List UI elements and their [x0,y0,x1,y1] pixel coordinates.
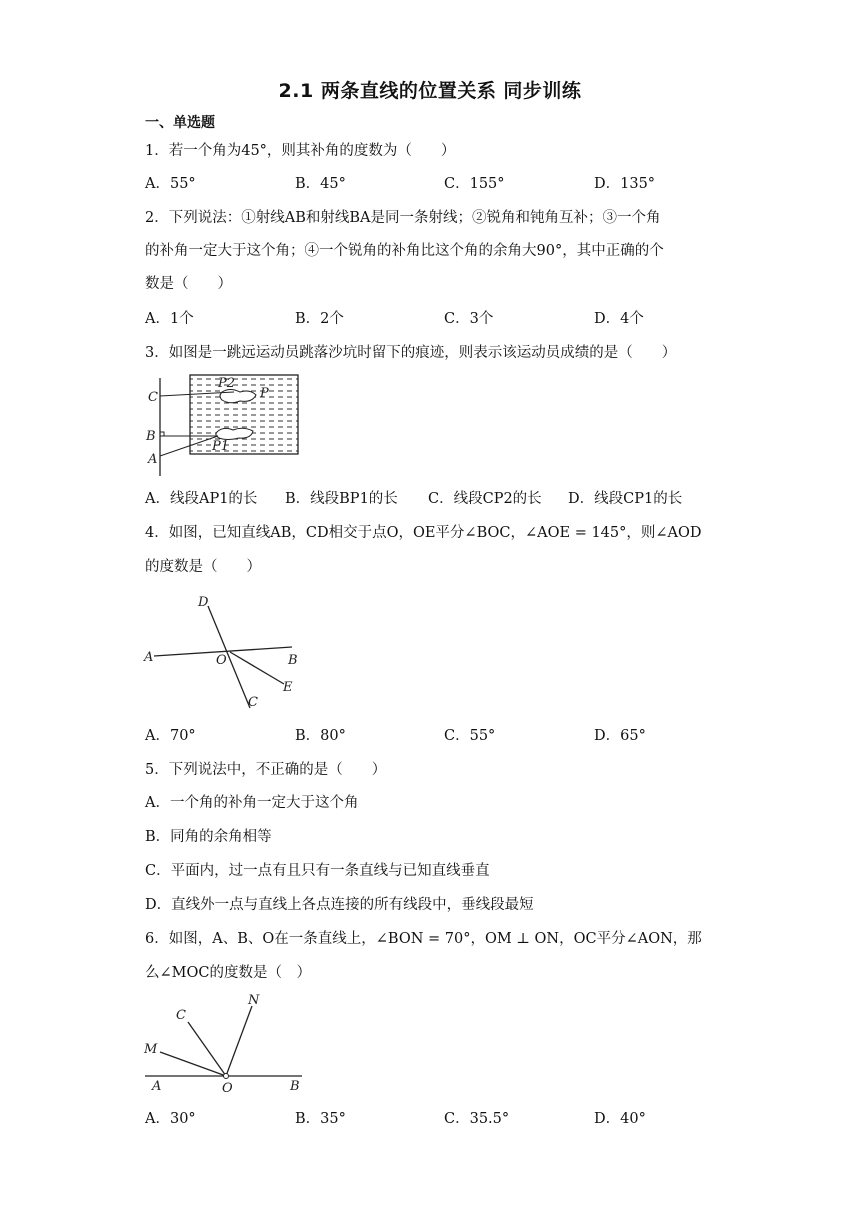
q2-option-c[interactable]: C．3个 [444,311,494,327]
label-b: B [288,653,298,668]
question-4-stem-line-2: 的度数是（ ） [145,559,261,575]
angles-on-line-figure [140,992,310,1097]
intersecting-lines-figure [140,590,310,715]
question-6-stem-line-1: 6．如图，A、B、O在一条直线上，∠BON = 70°，OM ⊥ ON，OC平分∠AON，那 [145,931,702,947]
page-title: 2.1 两条直线的位置关系 同步训练 [278,80,582,102]
label-b: B [146,429,156,444]
ray-om [160,1052,226,1076]
q3-option-b[interactable]: B．线段BP1的长 [285,491,398,507]
label-c: C [148,390,158,405]
label-c: C [248,695,258,710]
q5-option-b[interactable]: B．同角的余角相等 [145,829,272,845]
q2-option-b[interactable]: B．2个 [295,311,344,327]
question-4-stem-line-1: 4．如图，已知直线AB，CD相交于点O，OE平分∠BOC，∠AOE = 145°，则∠AOD [145,525,702,541]
q1-option-d[interactable]: D．135° [594,176,656,192]
q6-option-b[interactable]: B．35° [295,1111,346,1127]
q3-option-a[interactable]: A．线段AP1的长 [145,491,258,507]
q4-option-c[interactable]: C．55° [444,728,496,744]
label-n: N [248,993,260,1008]
question-5-stem: 5．下列说法中，不正确的是（ ） [145,762,387,778]
q6-option-c[interactable]: C．35.5° [444,1111,510,1127]
label-b: B [290,1079,300,1094]
label-p2: P2 [218,376,236,391]
q6-option-d[interactable]: D．40° [594,1111,646,1127]
q4-option-a[interactable]: A．70° [145,728,196,744]
line-cd [208,606,250,708]
question-3-stem: 3．如图是一跳远运动员跳落沙坑时留下的痕迹，则表示该运动员成绩的是（ ） [145,345,677,361]
sand-pit-figure [142,370,307,480]
ray-oc [188,1022,226,1076]
q4-option-d[interactable]: D．65° [594,728,646,744]
q1-option-a[interactable]: A．55° [145,176,196,192]
q2-option-d[interactable]: D．4个 [594,311,644,327]
label-e: E [283,680,293,695]
question-1-stem: 1．若一个角为45°，则其补角的度数为（ ） [145,143,456,159]
label-a: A [148,452,158,467]
label-c: C [176,1008,186,1023]
q5-option-c[interactable]: C．平面内，过一点有且只有一条直线与已知直线垂直 [145,863,490,879]
question-2-stem-line-1: 2．下列说法：①射线AB和射线BA是同一条射线；②锐角和钝角互补；③一个角 [145,210,661,226]
label-o: O [216,653,227,668]
label-m: M [144,1042,158,1057]
label-p1: P1 [212,439,230,454]
q5-option-d[interactable]: D．直线外一点与直线上各点连接的所有线段中，垂线段最短 [145,897,534,913]
q3-option-c[interactable]: C．线段CP2的长 [428,491,542,507]
q2-option-a[interactable]: A．1个 [145,311,194,327]
q6-option-a[interactable]: A．30° [145,1111,196,1127]
label-p: P [260,386,269,401]
point-o [224,1074,229,1079]
question-2-stem-line-2: 的补角一定大于这个角；④一个锐角的补角比这个角的余角大90°，其中正确的个 [145,243,664,259]
footprint-upper [220,390,256,403]
q3-option-d[interactable]: D．线段CP1的长 [568,491,683,507]
label-a: A [152,1079,162,1094]
q1-option-c[interactable]: C．155° [444,176,505,192]
q5-option-a[interactable]: A．一个角的补角一定大于这个角 [145,795,359,811]
q1-option-b[interactable]: B．45° [295,176,346,192]
section-heading: 一、单选题 [145,115,215,131]
question-6-stem-line-2: 么∠MOC的度数是（ ） [145,965,311,981]
ray-on [226,1006,252,1076]
question-2-stem-line-3: 数是（ ） [145,276,232,292]
q4-option-b[interactable]: B．80° [295,728,346,744]
label-o: O [222,1081,233,1096]
sand-pit [190,375,298,454]
label-a: A [144,650,154,665]
label-d: D [198,595,209,610]
